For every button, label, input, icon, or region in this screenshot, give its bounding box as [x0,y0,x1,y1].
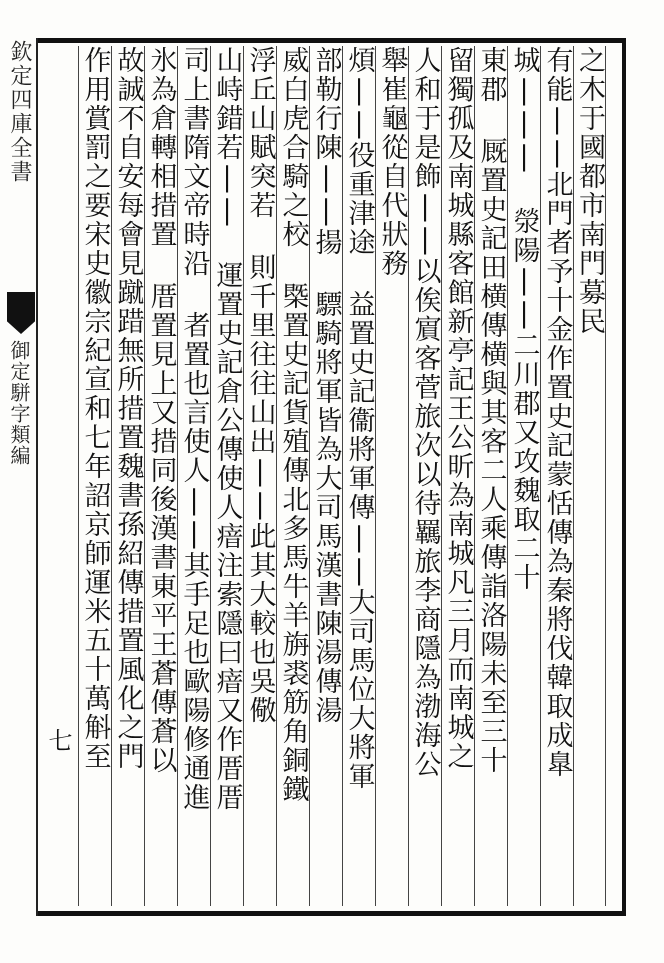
column-text: 有能||北門者予十金作置史記蒙恬傳為秦將伐韓取成臯 [541,46,573,779]
column-text: 之木于國都市南門募民 [574,46,605,336]
column-text: 故誠不自安每會見蹴踖無所措置魏書孫紹傳措置風化之門 [112,46,144,771]
margin-column [4,40,34,910]
text-column [177,46,210,906]
column-text: 山峙錯若|| 運置史記倉公傳使人瘖注索隱曰瘖又作厝厝 [211,46,243,812]
text-column [210,46,243,906]
text-column [276,46,309,906]
column-text: 氷為倉轉相措置 厝置見上又措同後漢書東平王蒼傳蒼以 [145,46,177,775]
text-column [243,46,276,906]
text-column [441,46,474,906]
text-block [78,46,606,906]
column-text: 浮丘山賦突若 則千里往往山出||此其大較也吳儆 [244,46,276,725]
text-column [540,46,573,906]
column-text: 煩||役重津途 益置史記衞將軍傳||大司馬位大將軍 [343,46,375,791]
column-text: 司上書隋文帝時沿 者置也言使人||其手足也歐陽修通進 [178,46,210,812]
column-text: 舉崔龜從自代狀務 [376,46,408,278]
column-text: 部勒行陳||揚 驃騎將軍皆為大司馬漢書陳湯傳湯 [310,46,342,725]
column-text: 人和于是飾||以俟賔客菅旅次以待羈旅李商隱為渤海公 [409,46,441,779]
text-column [309,46,342,906]
text-column [573,46,606,906]
text-column [375,46,408,906]
text-column [474,46,507,906]
text-column [78,46,111,906]
column-text: 城||| 滎陽||二川郡又攻魏取二十 [508,46,540,592]
column-text: 作用賞罰之要宋史徽宗紀宣和七年詔京師運米五十萬斛至 [79,46,111,771]
text-column [144,46,177,906]
text-column [408,46,441,906]
column-text: 威白虎合騎之校 㮣置史記貨殖傳北多馬牛羊旃裘筋角銅鐵 [277,46,309,804]
page-number: 七 [44,728,72,752]
fish-tail-mark-icon [7,292,35,334]
text-column [507,46,540,906]
text-column [111,46,144,906]
inner-frame-rule [36,38,38,916]
column-text: 東郡 厩置史記田横傳横與其客二人乘傳詣洛陽未至三十 [475,46,507,775]
text-column [342,46,375,906]
column-text: 留獨孤及南城縣客館新亭記王公昕為南城凡三月而南城之 [442,46,474,771]
section-title: 御定駢字類編 [7,340,31,466]
book-title: 欽定四庫全書 [7,40,32,184]
